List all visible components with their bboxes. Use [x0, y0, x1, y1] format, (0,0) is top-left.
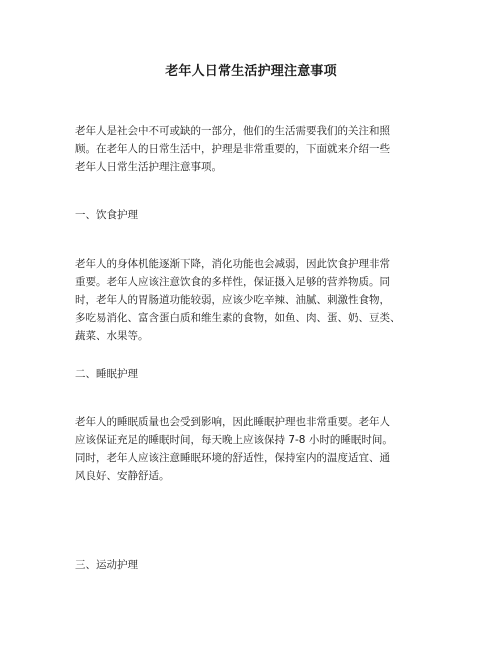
paragraph-line: 老年人的身体机能逐渐下降，消化功能也会减弱，因此饮食护理非常 — [75, 258, 390, 270]
paragraph-line: 老年人的睡眠质量也会受到影响，因此睡眠护理也非常重要。老年人 — [75, 416, 390, 428]
paragraph-line: 重要。老年人应该注意饮食的多样性，保证摄入足够的营养物质。同 — [75, 276, 390, 288]
paragraph-line: 多吃易消化、富含蛋白质和维生素的食物，如鱼、肉、蛋、奶、豆类、 — [75, 312, 401, 324]
paragraph-line: 应该保证充足的睡眠时间，每天晚上应该保持 7-8 小时的睡眠时间。 — [75, 434, 393, 446]
paragraph-line: 蔬菜、水果等。 — [75, 330, 149, 342]
document-title: 老年人日常生活护理注意事项 — [165, 64, 337, 79]
section-heading-diet: 一、饮食护理 — [75, 209, 138, 221]
section-paragraph-sleep — [75, 413, 435, 485]
intro-line: 老年人日常生活护理注意事项。 — [75, 161, 222, 173]
section-heading-sleep: 二、睡眠护理 — [75, 368, 138, 380]
section-heading-exercise: 三、运动护理 — [75, 559, 138, 571]
paragraph-line: 时，老年人的胃肠道功能较弱，应该少吃辛辣、油腻、刺激性食物， — [75, 294, 390, 306]
paragraph-line: 风良好、安静舒适。 — [75, 470, 170, 482]
intro-paragraph — [75, 122, 435, 176]
section-paragraph-diet — [75, 255, 435, 345]
intro-line: 顾。在老年人的日常生活中，护理是非常重要的，下面就来介绍一些 — [75, 143, 390, 155]
paragraph-line: 同时，老年人应该注意睡眠环境的舒适性，保持室内的温度适宜、通 — [75, 452, 390, 464]
intro-line: 老年人是社会中不可或缺的一部分，他们的生活需要我们的关注和照 — [75, 125, 390, 137]
